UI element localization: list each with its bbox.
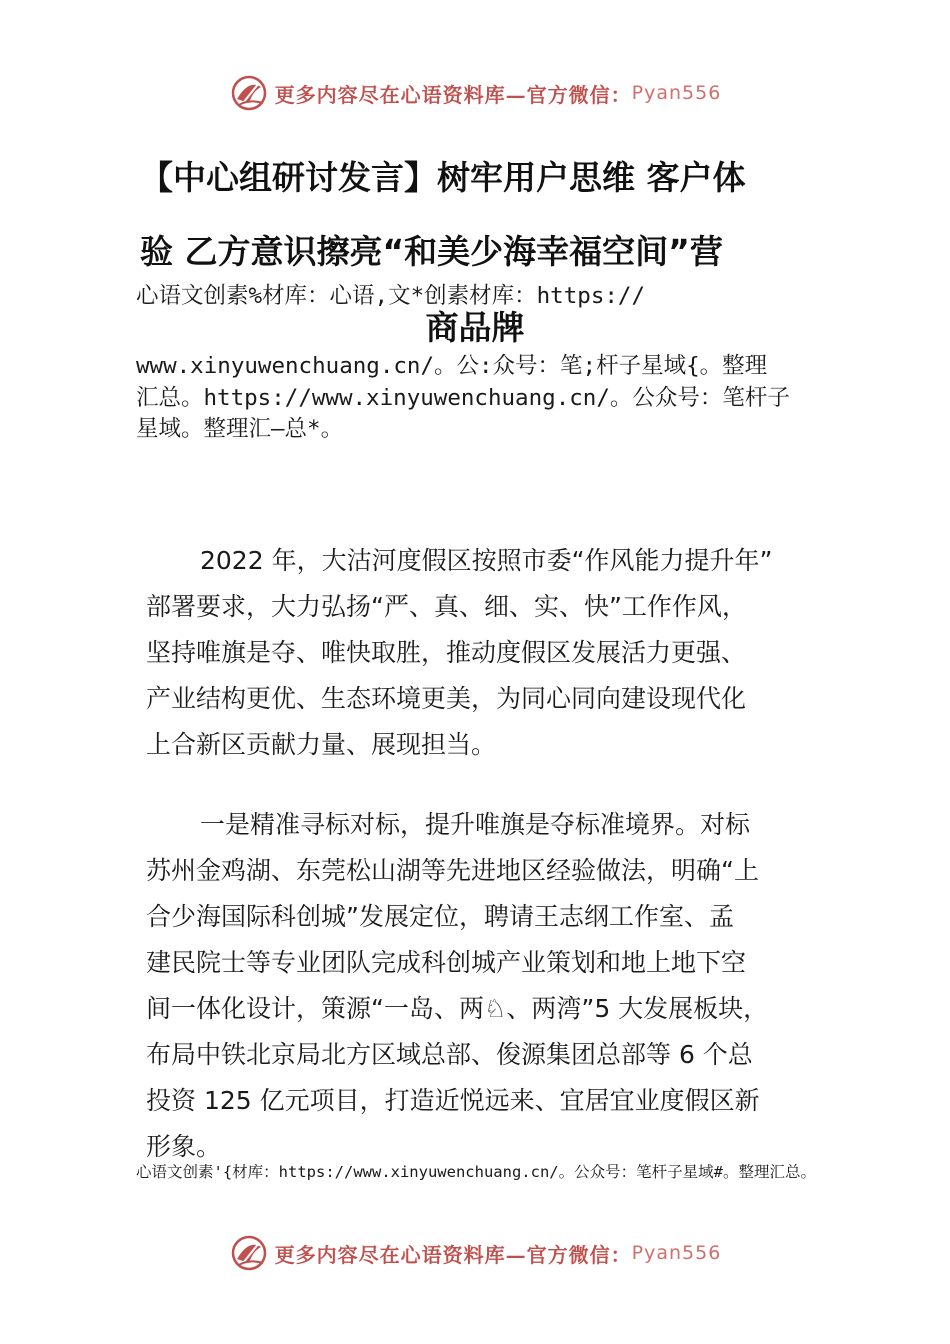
page-title-line-3: 商品牌 [425,308,525,347]
header-banner [0,70,950,116]
paragraph-line: 形象。 [146,1132,222,1161]
banner-wechat-id: Pyan556 [631,1242,722,1264]
body-paragraph-1 [146,538,826,768]
page-title-line-1: 【中心组研讨发言】树牢用户思维 客户体 [140,158,746,197]
banner-text: 更多内容尽在心语资料库—官方微信： [274,82,632,107]
shell-logo-icon [229,1233,269,1273]
watermark-line-2: www.xinyuwenchuang.cn/。公:众号：笔;杆子星域{。整理 [136,353,768,379]
shell-logo-icon [229,73,269,113]
paragraph-line: 建民院士等专业团队完成科创城产业策划和地上地下空 [146,948,747,977]
paragraph-line: 合少海国际科创城”发展定位，聘请王志纲工作室、孟 [146,902,734,931]
watermark-line-4: 星域。整理汇—总*。 [136,416,344,442]
footer-banner [0,1230,950,1276]
body-paragraph-2 [146,802,826,1170]
paragraph-line: 苏州金鸡湖、东莞松山湖等先进地区经验做法，明确“上 [146,856,759,885]
banner-text: 更多内容尽在心语资料库—官方微信： [274,1242,632,1267]
paragraph-line: 一是精准寻标对标，提升唯旗是夺标准境界。对标 [200,810,751,839]
page-title-line-2: 验 乙方意识擦亮“和美少海幸福空间”营 [140,232,723,271]
paragraph-line: 投资 125 亿元项目，打造近悦远来、宜居宜业度假区新 [146,1086,760,1115]
paragraph-line: 部署要求，大力弘扬“严、真、细、实、快”工作作风， [146,592,747,621]
watermark-line-3: 汇总。https://www.xinyuwenchuang.cn/。公众号：笔杆子 [136,385,790,411]
paragraph-line: 坚持唯旗是夺、唯快取胜，推动度假区发展活力更强、 [146,638,747,667]
paragraph-line: 间一体化设计，策源“一岛、两♘、两湾”5 大发展板块， [146,994,769,1023]
watermark-line-1: 心语文创素%材库：心语,文*创素材库：https:// [136,283,646,309]
footer-watermark: 心语文创素'{材库：https://www.xinyuwenchuang.cn/。公众号：笔杆子星域#。整理汇总。 [136,1163,816,1181]
paragraph-line: 布局中铁北京局北方区域总部、俊源集团总部等 6 个总 [146,1040,753,1069]
banner-wechat-id: Pyan556 [631,82,722,104]
paragraph-line: 产业结构更优、生态环境更美，为同心同向建设现代化 [146,684,747,713]
paragraph-line: 2022 年，大沽河度假区按照市委“作风能力提升年” [200,546,773,575]
paragraph-line: 上合新区贡献力量、展现担当。 [146,730,497,759]
